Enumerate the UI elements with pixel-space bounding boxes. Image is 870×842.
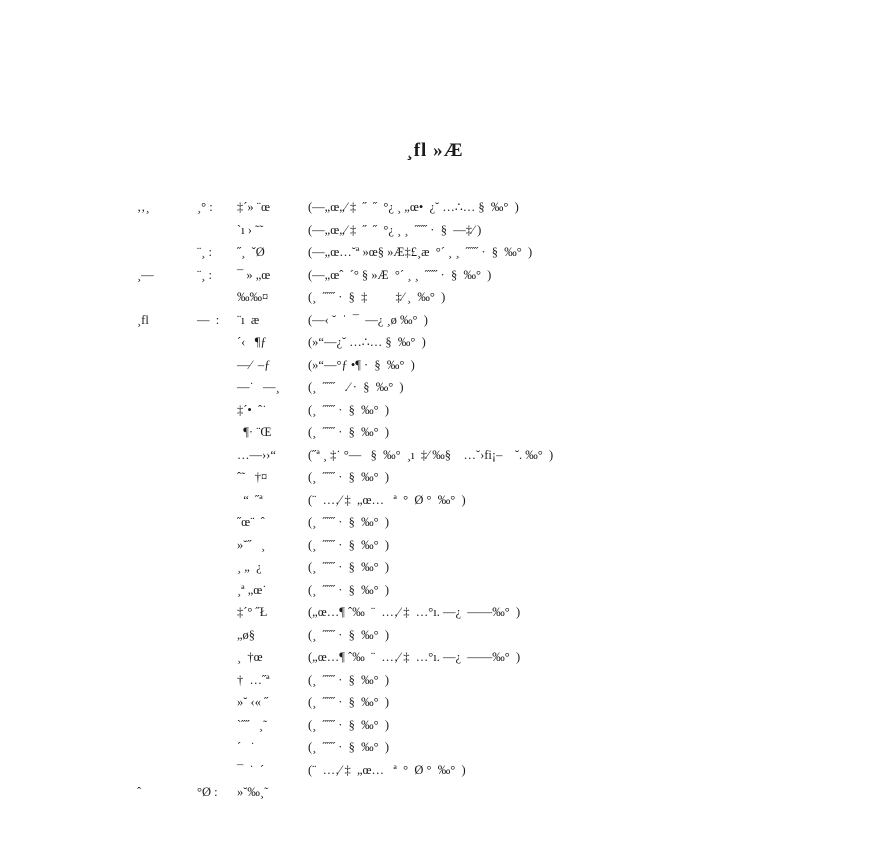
entry-detail: (¸ ˝˝˝ · § ‰° ) xyxy=(308,582,390,597)
entry-detail: (˝ª ¸ ‡˙ °— § ‰° ¸ı ‡⁄ ‰§ …˘›fi¡– ˘. ‰° ) xyxy=(308,447,554,462)
entry-detail: (¨ …‚⁄ ‡ „œ… ª ° Ø ° ‰° ) xyxy=(308,762,466,777)
entry-detail: („œ…¶ ˆ‰ ¨ …‚⁄ ‡ …°ı. —¿ ——‰° ) xyxy=(308,605,521,619)
document-title: ¸fl »Æ xyxy=(406,140,464,161)
entry-detail: (—„œˆ ´° § »Æ °´ ¸ ¸ ˝˝˝ · § ‰° ) xyxy=(308,267,492,282)
entry-detail: (¸ ˝˝˝ · § ‰° ) xyxy=(308,515,390,529)
entry-label: `ı › ˜˜ xyxy=(237,222,264,237)
entry-detail: (¸ ˝˝˝ .⁄ · § ‰° ) xyxy=(308,380,404,394)
entry-label: ¸ †œ xyxy=(237,650,263,664)
entry-label: »˘‰¸˜ xyxy=(237,785,269,799)
entry-label: »˘ ‹« ˝ xyxy=(237,695,269,709)
entry-marker: ¸° : xyxy=(197,200,213,214)
entry-label: —˙ —¸ xyxy=(237,380,280,394)
entry-label: „ø§ xyxy=(237,627,256,642)
entry-label: ¯ ˙ ´ xyxy=(237,762,265,777)
entry-detail: (—„œ„⁄ ‡ ˝ ˝ °¿ ¸ ¸ ˝˝˝ · § —‡⁄ ) xyxy=(308,222,482,237)
entry-detail: (¸ ˝˝˝ · § ‰° ) xyxy=(308,470,390,484)
entry-label: ˝¸ ˇØ xyxy=(237,245,265,259)
entry-marker: ¸— xyxy=(137,267,154,282)
entry-detail: (¸ ˝˝˝ · § ‰° ) xyxy=(308,560,390,574)
entry-label: ¯ » „œ xyxy=(237,267,271,282)
entry-label: ‡´° ˝Ł xyxy=(237,605,268,619)
entry-detail: (¸ ˝˝˝ · § ‰° ) xyxy=(308,627,390,642)
entry-label: ˆ˜ †¤ xyxy=(237,470,268,484)
entry-label: ¨ı æ xyxy=(237,312,260,327)
entry-detail: (¸ ˝˝˝ · § ‰° ) xyxy=(308,717,390,732)
entry-detail: (¸ ˝˝˝ · § ‰° ) xyxy=(308,695,390,709)
entry-label: “ ˝ª xyxy=(237,492,263,507)
entry-label: ´‹ ¶ƒ xyxy=(237,335,267,349)
entry-marker: °Ø : xyxy=(197,785,218,799)
entry-marker: ˆ xyxy=(137,785,142,799)
entry-detail: (»“—°ƒ •¶ · § ‰° ) xyxy=(308,357,415,372)
entry-label: ¸ª „œ˙ xyxy=(237,582,267,597)
entry-marker: ¸fl xyxy=(137,312,149,327)
entry-label: ‡´• ˆ˙ xyxy=(237,402,267,417)
entry-label: ‡´» ¨œ xyxy=(237,200,270,214)
entry-detail: (¸ ˝˝˝ · § ‰° ) xyxy=(308,672,390,687)
entry-detail: (»“—¿˘ …∴… § ‰° ) xyxy=(308,335,426,349)
entry-label: ´ ˙ xyxy=(237,740,255,754)
entry-label: ‰‰¤ xyxy=(237,290,269,304)
entry-marker: ¨¸ : xyxy=(197,267,212,282)
entry-label: —⁄ –ƒ xyxy=(237,357,271,372)
entry-label: † …˝ª xyxy=(237,672,270,687)
entry-label: ¸ „ ¿ xyxy=(237,560,262,574)
entry-detail: (¸ ˝˝˝ · § ‡ ‡⁄ ¸ ‰° ) xyxy=(308,290,446,304)
entry-detail: (¸ ˝˝˝ · § ‰° ) xyxy=(308,740,390,754)
entry-label: »˘˝ ¸ xyxy=(237,537,266,552)
entry-detail: (—„œ„⁄ ‡ ˝ ˝ °¿ ¸ „œ• ¿˘ …∴… § ‰° ) xyxy=(308,200,519,214)
entry-marker: ‚‚¸ xyxy=(137,200,150,214)
entry-marker: — : xyxy=(197,312,220,327)
entry-detail: (¸ ˝˝˝ · § ‰° ) xyxy=(308,425,390,439)
entry-detail: (¸ ˝˝˝ · § ‰° ) xyxy=(308,537,390,552)
entry-detail: („œ…¶ ˆ‰ ¨ …‚⁄ ‡ …°ı. —¿ ——‰° ) xyxy=(308,650,521,664)
entry-label: …—››“ xyxy=(237,447,276,462)
entry-label: ¶· ¨Œ xyxy=(237,425,272,439)
entry-detail: (¸ ˝˝˝ · § ‰° ) xyxy=(308,402,390,417)
entry-label: ˝œ¨ ˆ xyxy=(237,515,265,529)
entry-detail: (—‹ ˘ ˈ ¯ —¿ ¸ø ‰° ) xyxy=(308,312,428,327)
entry-marker: ¨¸ : xyxy=(197,245,212,259)
entry-detail: (¨ …‚⁄ ‡ „œ… ª ° Ø ° ‰° ) xyxy=(308,492,466,507)
entry-label: `˝˝ ¸˜ xyxy=(237,717,268,732)
entry-detail: (—„œ…˘ª »œ§ »Æ‡£¸æ °´ ¸ ¸ ˝˝˝ · § ‰° ) xyxy=(308,245,533,259)
